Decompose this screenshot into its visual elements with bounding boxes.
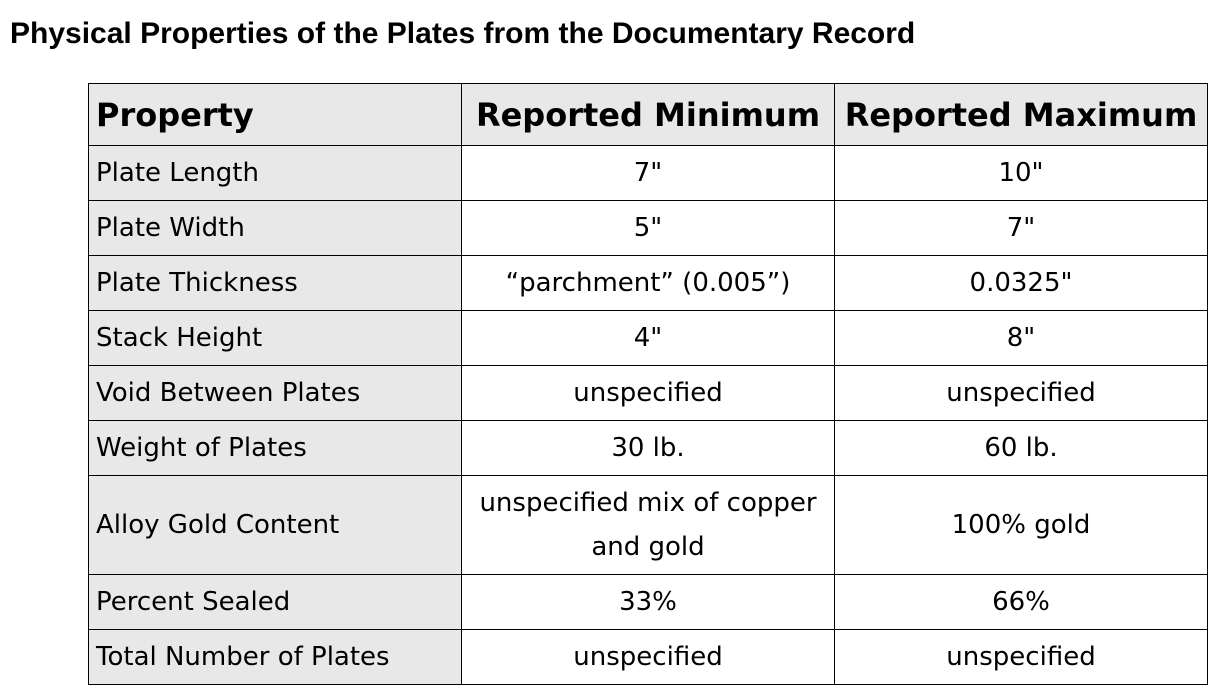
maximum-cell: 7"	[835, 201, 1208, 256]
maximum-cell: unspecified	[835, 630, 1208, 685]
table-row	[89, 256, 1208, 311]
table-row	[89, 366, 1208, 421]
minimum-cell: 30 lb.	[462, 421, 835, 476]
property-cell: Alloy Gold Content	[89, 476, 462, 575]
minimum-cell: unspecified	[462, 630, 835, 685]
property-cell: Void Between Plates	[89, 366, 462, 421]
maximum-cell: 60 lb.	[835, 421, 1208, 476]
property-cell: Weight of Plates	[89, 421, 462, 476]
maximum-cell: 100% gold	[835, 476, 1208, 575]
table-header-row	[89, 84, 1208, 146]
minimum-cell: 5"	[462, 201, 835, 256]
maximum-cell: 0.0325"	[835, 256, 1208, 311]
property-cell: Plate Width	[89, 201, 462, 256]
property-cell: Plate Thickness	[89, 256, 462, 311]
minimum-cell: “parchment” (0.005”)	[462, 256, 835, 311]
table-row	[89, 421, 1208, 476]
property-cell: Stack Height	[89, 311, 462, 366]
table-row	[89, 146, 1208, 201]
page-title: Physical Properties of the Plates from the Documentary Record	[10, 17, 916, 50]
table-row	[89, 311, 1208, 366]
table-row	[89, 630, 1208, 685]
minimum-cell: 7"	[462, 146, 835, 201]
table-row	[89, 476, 1208, 575]
minimum-cell: 33%	[462, 575, 835, 630]
maximum-cell: 8"	[835, 311, 1208, 366]
minimum-cell: unspecified mix of copper and gold	[462, 476, 835, 575]
property-cell: Plate Length	[89, 146, 462, 201]
table-row	[89, 201, 1208, 256]
maximum-cell: 10"	[835, 146, 1208, 201]
property-cell: Percent Sealed	[89, 575, 462, 630]
maximum-cell: 66%	[835, 575, 1208, 630]
column-header-reported-maximum: Reported Maximum	[835, 84, 1208, 146]
column-header-property: Property	[89, 84, 462, 146]
minimum-cell: unspecified	[462, 366, 835, 421]
maximum-cell: unspecified	[835, 366, 1208, 421]
properties-table	[88, 83, 1208, 685]
column-header-reported-minimum: Reported Minimum	[462, 84, 835, 146]
minimum-cell: 4"	[462, 311, 835, 366]
property-cell: Total Number of Plates	[89, 630, 462, 685]
table-row	[89, 575, 1208, 630]
